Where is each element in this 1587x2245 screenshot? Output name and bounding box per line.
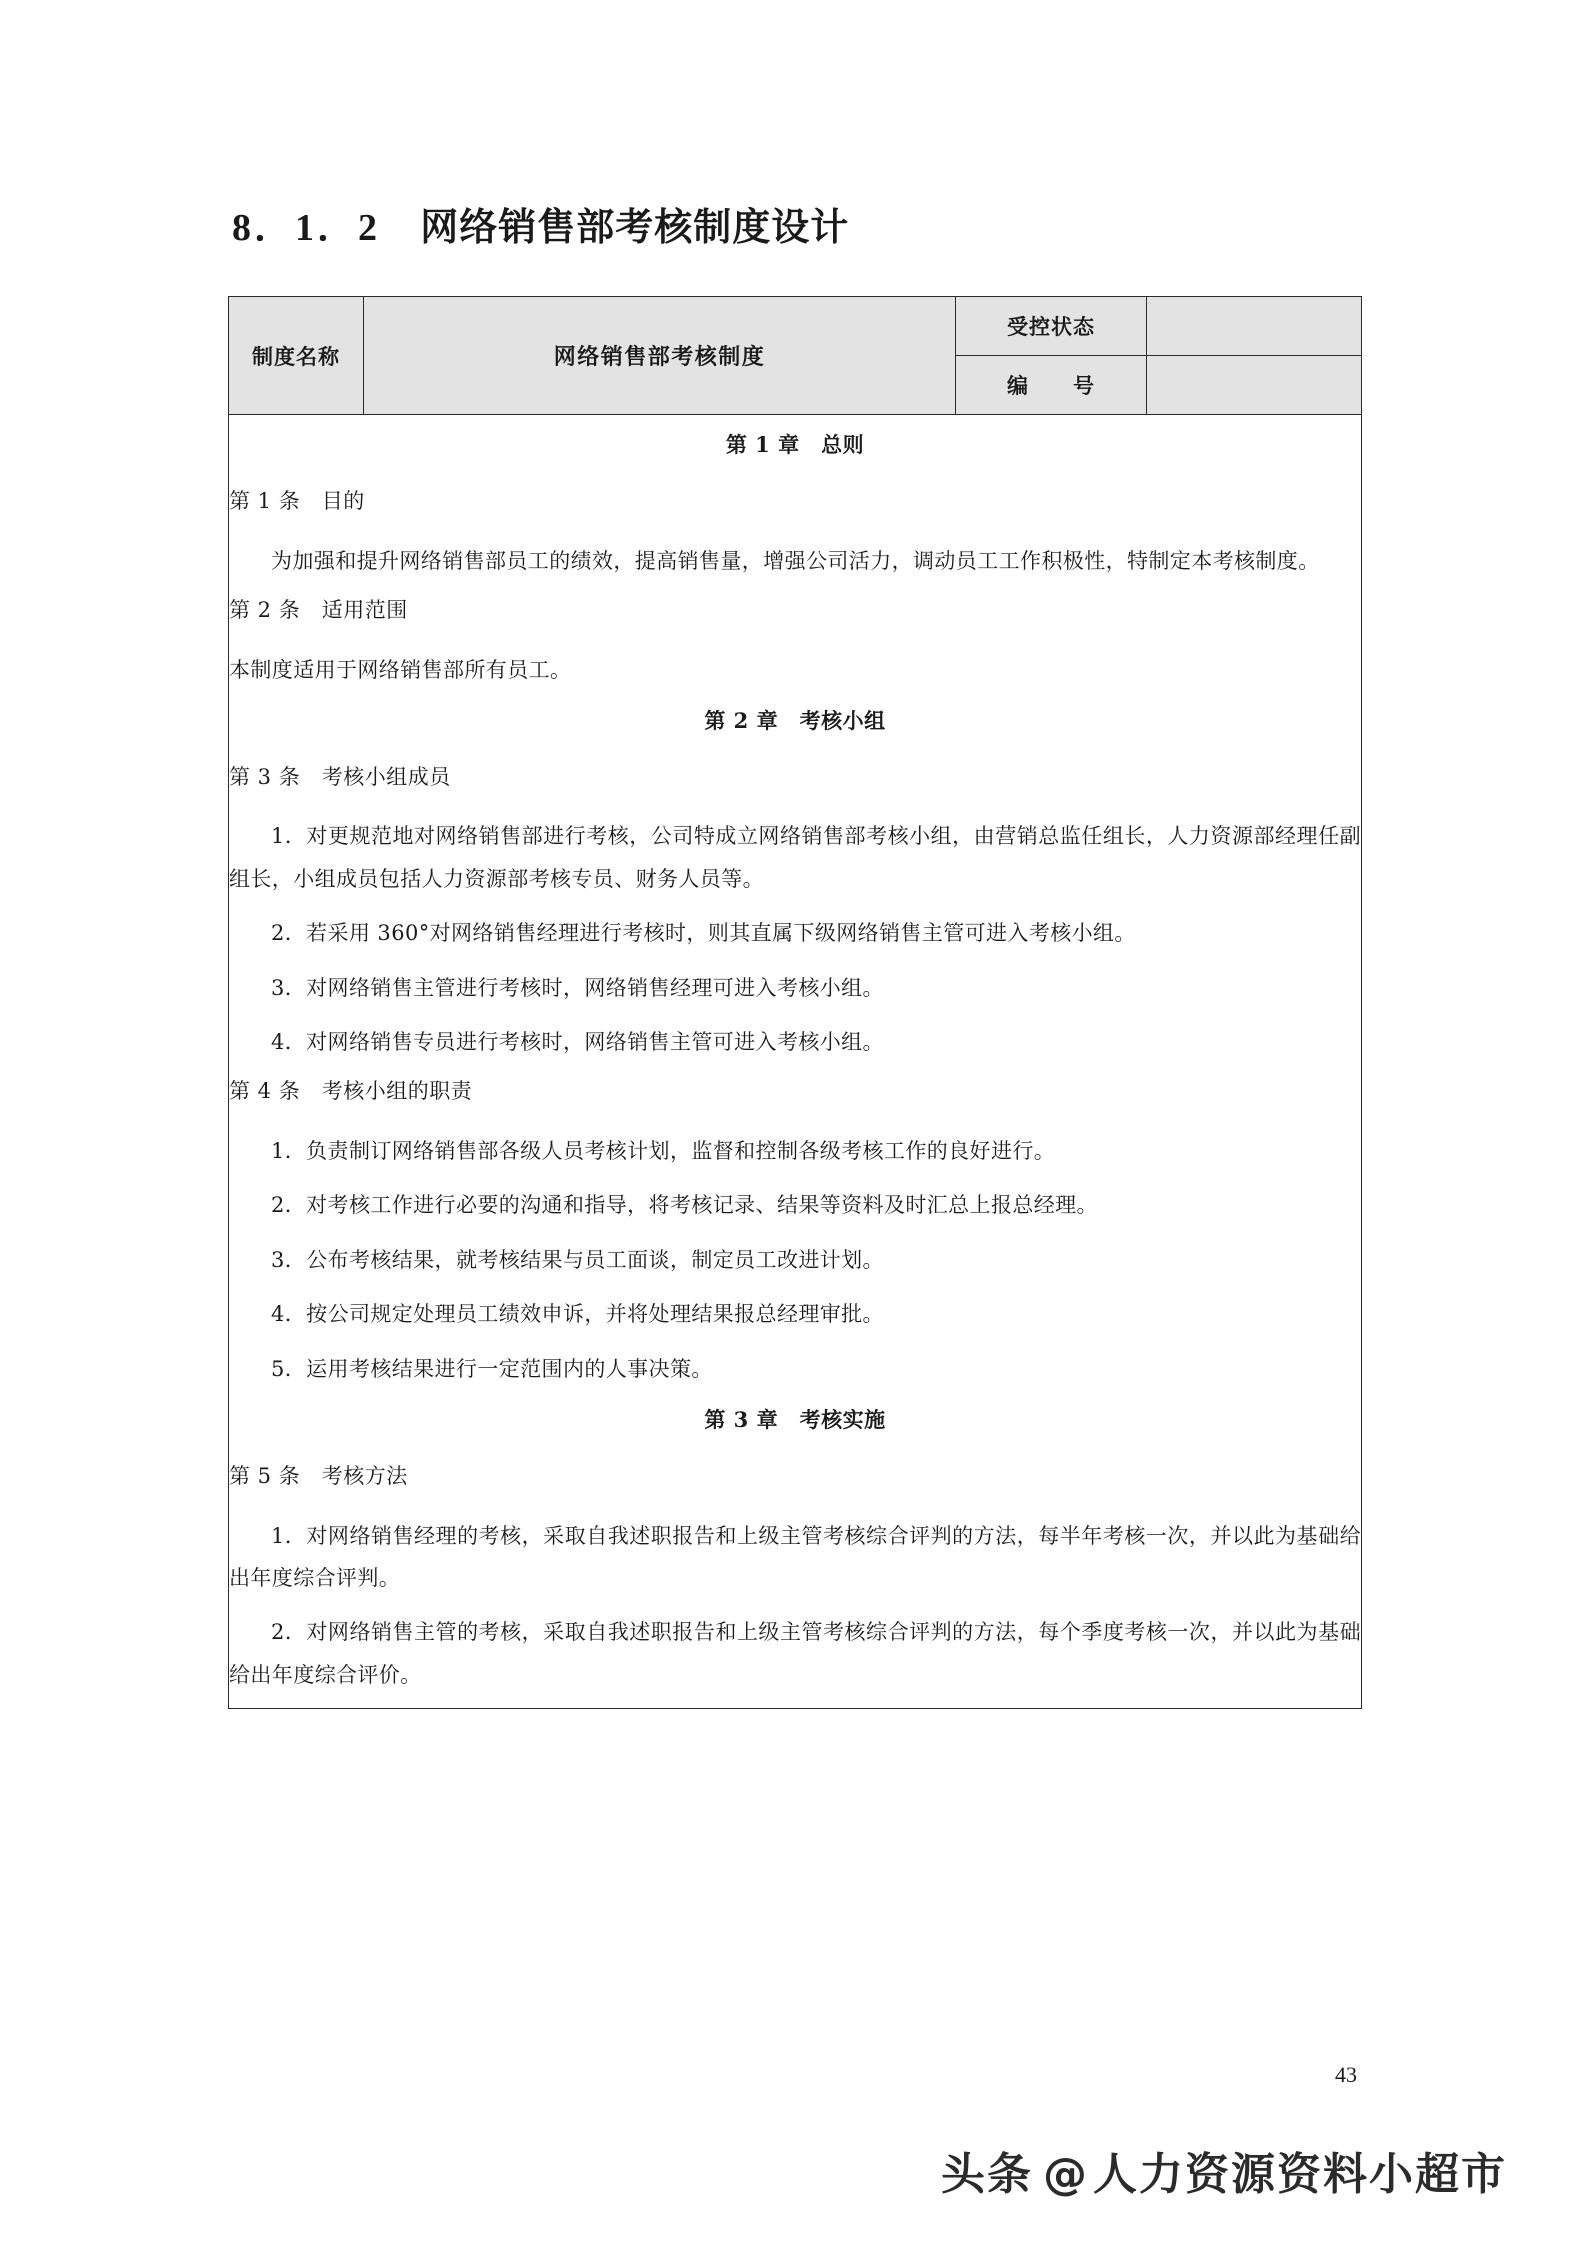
chapter-heading-3: 第 3 章 考核实施 [704, 1407, 886, 1433]
clause-body-2: 本制度适用于网络销售部所有员工。 [229, 657, 572, 682]
clause-title-3: 第 3 条 考核小组成员 [229, 764, 451, 789]
list-item: 5．运用考核结果进行一定范围内的人事决策。 [271, 1356, 713, 1381]
list-item: 1．对更规范地对网络销售部进行考核，公司特成立网络销售部考核小组，由营销总监任组长，人力资源部经理任副组长，小组成员包括人力资源部考核专员、财务人员等。 [229, 824, 1361, 891]
clause-title-2: 第 2 条 适用范围 [229, 597, 408, 622]
watermark-brand: 头条 [941, 2149, 1033, 2200]
policy-document-table [228, 296, 1362, 1709]
list-item: 2．若采用 360°对网络销售经理进行考核时，则其直属下级网络销售主管可进入考核小组。 [271, 921, 1136, 946]
list-item: 3．对网络销售主管进行考核时，网络销售经理可进入考核小组。 [271, 975, 884, 1000]
list-item: 1．对网络销售经理的考核，采取自我述职报告和上级主管考核综合评判的方法，每半年考核一次，并以此为基础给出年度综合评判。 [229, 1523, 1361, 1591]
list-item: 4．按公司规定处理员工绩效申诉，并将处理结果报总经理审批。 [271, 1302, 884, 1327]
document-code-value[interactable] [1147, 356, 1362, 415]
list-item: 2．对考核工作进行必要的沟通和指导，将考核记录、结果等资料及时汇总上报总经理。 [271, 1193, 1098, 1218]
table-row-body [229, 415, 1362, 1709]
chapter-heading-1: 第 1 章 总则 [725, 432, 865, 457]
list-item: 2．对网络销售主管的考核，采取自我述职报告和上级主管考核综合评判的方法，每个季度考核一次，并以此为基础给出年度综合评价。 [229, 1620, 1361, 1687]
page-title [232, 196, 849, 251]
controlled-status-value[interactable] [1147, 297, 1362, 356]
watermark [941, 2138, 1507, 2202]
clause-body-1: 为加强和提升网络销售部员工的绩效，提高销售量，增强公司活力，调动员工工作积极性，特制定本考核制度。 [271, 548, 1320, 573]
list-item: 1．负责制订网络销售部各级人员考核计划，监督和控制各级考核工作的良好进行。 [271, 1139, 1056, 1164]
chapter-heading-2: 第 2 章 考核小组 [704, 707, 886, 733]
system-name-label: 制度名称 [229, 297, 364, 415]
clause-title-5: 第 5 条 考核方法 [229, 1464, 408, 1489]
clause-title-1: 第 1 条 目的 [229, 489, 365, 513]
watermark-account: 人力资源资料小超市 [1093, 2149, 1507, 2200]
policy-body-cell [229, 415, 1362, 1709]
list-item: 3．公布考核结果，就考核结果与员工面谈，制定员工改进计划。 [271, 1247, 884, 1272]
section-title-text: 网络销售部考核制度设计 [420, 204, 850, 249]
list-item: 4．对网络销售专员进行考核时，网络销售主管可进入考核小组。 [271, 1030, 884, 1055]
controlled-status-label: 受控状态 [956, 297, 1147, 356]
table-row-header-top [229, 297, 1362, 356]
document-code-label: 编 号 [956, 356, 1147, 415]
page-number: 43 [1335, 2062, 1357, 2087]
system-name-value: 网络销售部考核制度 [364, 297, 956, 415]
at-icon: @ [1043, 2149, 1089, 2200]
section-number: 8．1．2 [232, 207, 381, 249]
clause-title-4: 第 4 条 考核小组的职责 [229, 1079, 473, 1104]
